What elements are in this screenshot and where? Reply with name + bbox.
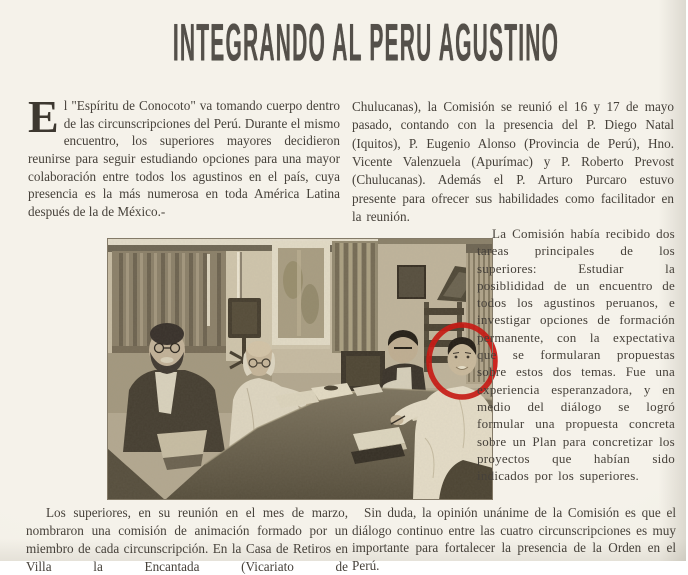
paragraph-right-bottom: Sin duda, la opinión unánime de la Comisión es que el diálogo continuo entre las cuatro circunscripciones es muy importante para fortalecer la presencia de la Orden en el Perú. [352,505,676,573]
article-title: INTEGRANDO AL PERU AGUSTINO [172,14,560,73]
drop-cap: E [28,91,59,143]
meeting-photo-graphic [107,238,493,500]
paragraph-side-column: La Comisión había recibido dos tareas principales de los superiores: Estudiar la posiblididad de un encuentro de todos los agustinos peruanos, e investigar opciones de formación permanente, con la expectativa que se formularan propuestas sobre estos dos temas. Fue una experiencia esperanzadora, y en medio del diálogo se logró formular una propuesta concreta sobre un Plan para concretizar los proyectos que habían sido indicados por los superiores. [477,226,675,484]
paragraph-right-top: Chulucanas), la Comisión se reunió el 16 y 17 de mayo pasado, contando con la presencia del P. Diego Natal (Iquitos), P. Eugenio Alonso (Provincia de Perú), Hno. Vicente Valenzuela (Apurímac) y P. Roberto Prevost (Chulucanas). Además el P. Arturo Purcaro estuvo presente para ofrecer sus habilidades como facilitador en la reunión. [352,99,674,224]
paragraph-left-bottom: Los superiores, en su reunión en el mes de marzo, nombraron una comisión de animación formado por un miembro de cada circunscripción. En la Casa de Retiros en Villa la Encantada (Vicariato de [26,505,348,574]
paragraph-left-top-text: l "Espíritu de Conocoto" va tomando cuerpo dentro de las circunscripciones del Perú. Durante el mismo encuentro, los superiores mayores decidieron reunirse para seguir estudiando opciones para una mayor colaboración entre todos los agustinos en el país, cuya presencia es la más numerosa en toda América Latina después de la de México.- [28,98,340,219]
article-title-wrap [44,14,688,73]
paragraph-left-top [28,91,340,220]
meeting-photo [107,238,493,500]
